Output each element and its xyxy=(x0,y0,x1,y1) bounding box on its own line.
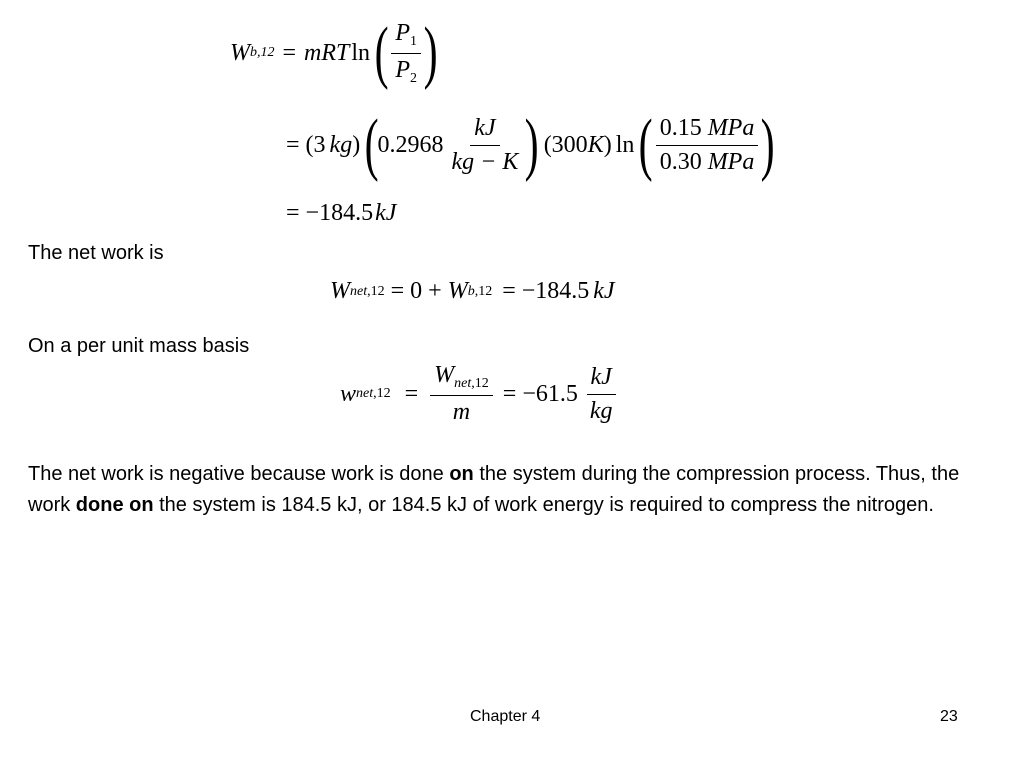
eq3-unit: kJ xyxy=(375,200,397,226)
eq1-paren-right: ) xyxy=(423,14,438,91)
eq4-lhs-sub2: ,12 xyxy=(367,283,385,299)
eq5-num-sub: net xyxy=(454,376,472,391)
eq2-temperature-unit: K xyxy=(587,131,604,158)
eq4-w-sub2: ,12 xyxy=(474,283,493,299)
eq2-paren-left-2: ( xyxy=(639,106,654,183)
eq5-lhs-sub: net xyxy=(356,386,374,401)
eq2-equals: = xyxy=(286,131,300,158)
equation-substitution xyxy=(286,106,780,183)
eq5-equals: = xyxy=(404,380,419,407)
eq1-paren-left: ( xyxy=(374,14,389,91)
eq2-paren-right-1: ) xyxy=(525,106,540,183)
eq2-paren-right-2: ) xyxy=(761,106,775,183)
eq5-num-sub2: ,12 xyxy=(471,376,489,391)
eq3-value: −184.5 xyxy=(305,200,374,226)
eq2-paren-left-1: ( xyxy=(364,106,379,183)
eq5-num-var: W xyxy=(434,362,455,388)
eq2-r-unit-num: kJ xyxy=(470,115,499,146)
para-bold-1: on xyxy=(449,463,474,485)
eq4-w-var: W xyxy=(447,278,468,304)
eq4-result: = −184.5 xyxy=(502,278,590,304)
eq5-lhs-sub2: ,12 xyxy=(373,386,391,401)
eq1-lhs-sub: b,12 xyxy=(250,45,275,60)
eq1-den-sub: 2 xyxy=(410,70,418,86)
para-bold-2: done on xyxy=(75,494,154,516)
eq2-p1-value: 0.15 xyxy=(659,114,702,141)
eq4-w-sub: b xyxy=(467,283,475,299)
eq1-num-var: P xyxy=(395,19,411,46)
eq5-unit-fraction xyxy=(586,364,617,425)
eq2-mass-close: ) xyxy=(352,131,361,158)
eq4-unit: kJ xyxy=(593,278,615,304)
footer-page-number: 23 xyxy=(940,708,958,725)
eq2-mass-value: (3 xyxy=(305,131,326,158)
net-work-label: The net work is xyxy=(28,242,164,264)
eq2-mass-unit: kg xyxy=(329,131,353,158)
eq2-gas-constant: 0.2968 xyxy=(377,131,444,158)
eq1-equals: = xyxy=(282,39,297,66)
eq4-lhs-var: W xyxy=(330,278,350,304)
equation-specific-net-work xyxy=(340,362,621,426)
footer-chapter: Chapter 4 xyxy=(470,708,541,725)
eq2-pressure-ratio xyxy=(656,115,759,176)
para-text-2: the system during the compression process. Thus, the work xyxy=(28,463,960,516)
eq1-ln: ln xyxy=(351,39,371,66)
eq3-equals: = xyxy=(286,200,300,226)
eq2-p2-value: 0.30 xyxy=(659,148,702,175)
eq5-lhs-var: w xyxy=(340,380,357,407)
eq5-unit-den: kg xyxy=(589,397,613,424)
equation-net-work xyxy=(330,278,615,305)
eq1-lhs-var: W xyxy=(230,39,250,66)
eq5-den: m xyxy=(452,399,471,425)
equation-result xyxy=(286,200,396,227)
eq5-work-over-mass xyxy=(430,362,493,426)
eq2-r-unit-den: kg − K xyxy=(451,148,519,175)
eq2-gas-constant-unit xyxy=(448,115,523,176)
eq5-unit-num: kJ xyxy=(587,364,616,395)
eq1-mrt: mRT xyxy=(304,39,350,66)
conclusion-paragraph xyxy=(28,459,1003,521)
para-text-3: the system is 184.5 kJ, or 184.5 kJ of work energy is required to compress the nitrogen. xyxy=(153,494,934,516)
para-text-1: The net work is negative because work is done xyxy=(28,463,450,485)
per-mass-label: On a per unit mass basis xyxy=(28,335,250,357)
eq2-ln: ln xyxy=(615,131,635,158)
eq1-den-var: P xyxy=(395,56,411,83)
eq5-result: = −61.5 xyxy=(502,380,578,407)
eq2-p1-unit: MPa xyxy=(707,114,755,141)
eq4-rhs: = 0 + xyxy=(390,278,442,304)
eq1-pressure-ratio xyxy=(391,20,421,87)
eq2-temperature-close: ) xyxy=(603,131,612,158)
eq4-lhs-sub: net xyxy=(350,283,368,299)
equation-boundary-work xyxy=(230,14,442,91)
eq1-num-sub: 1 xyxy=(410,33,418,49)
eq2-temperature-value: (300 xyxy=(543,131,588,158)
eq2-p2-unit: MPa xyxy=(707,148,755,175)
